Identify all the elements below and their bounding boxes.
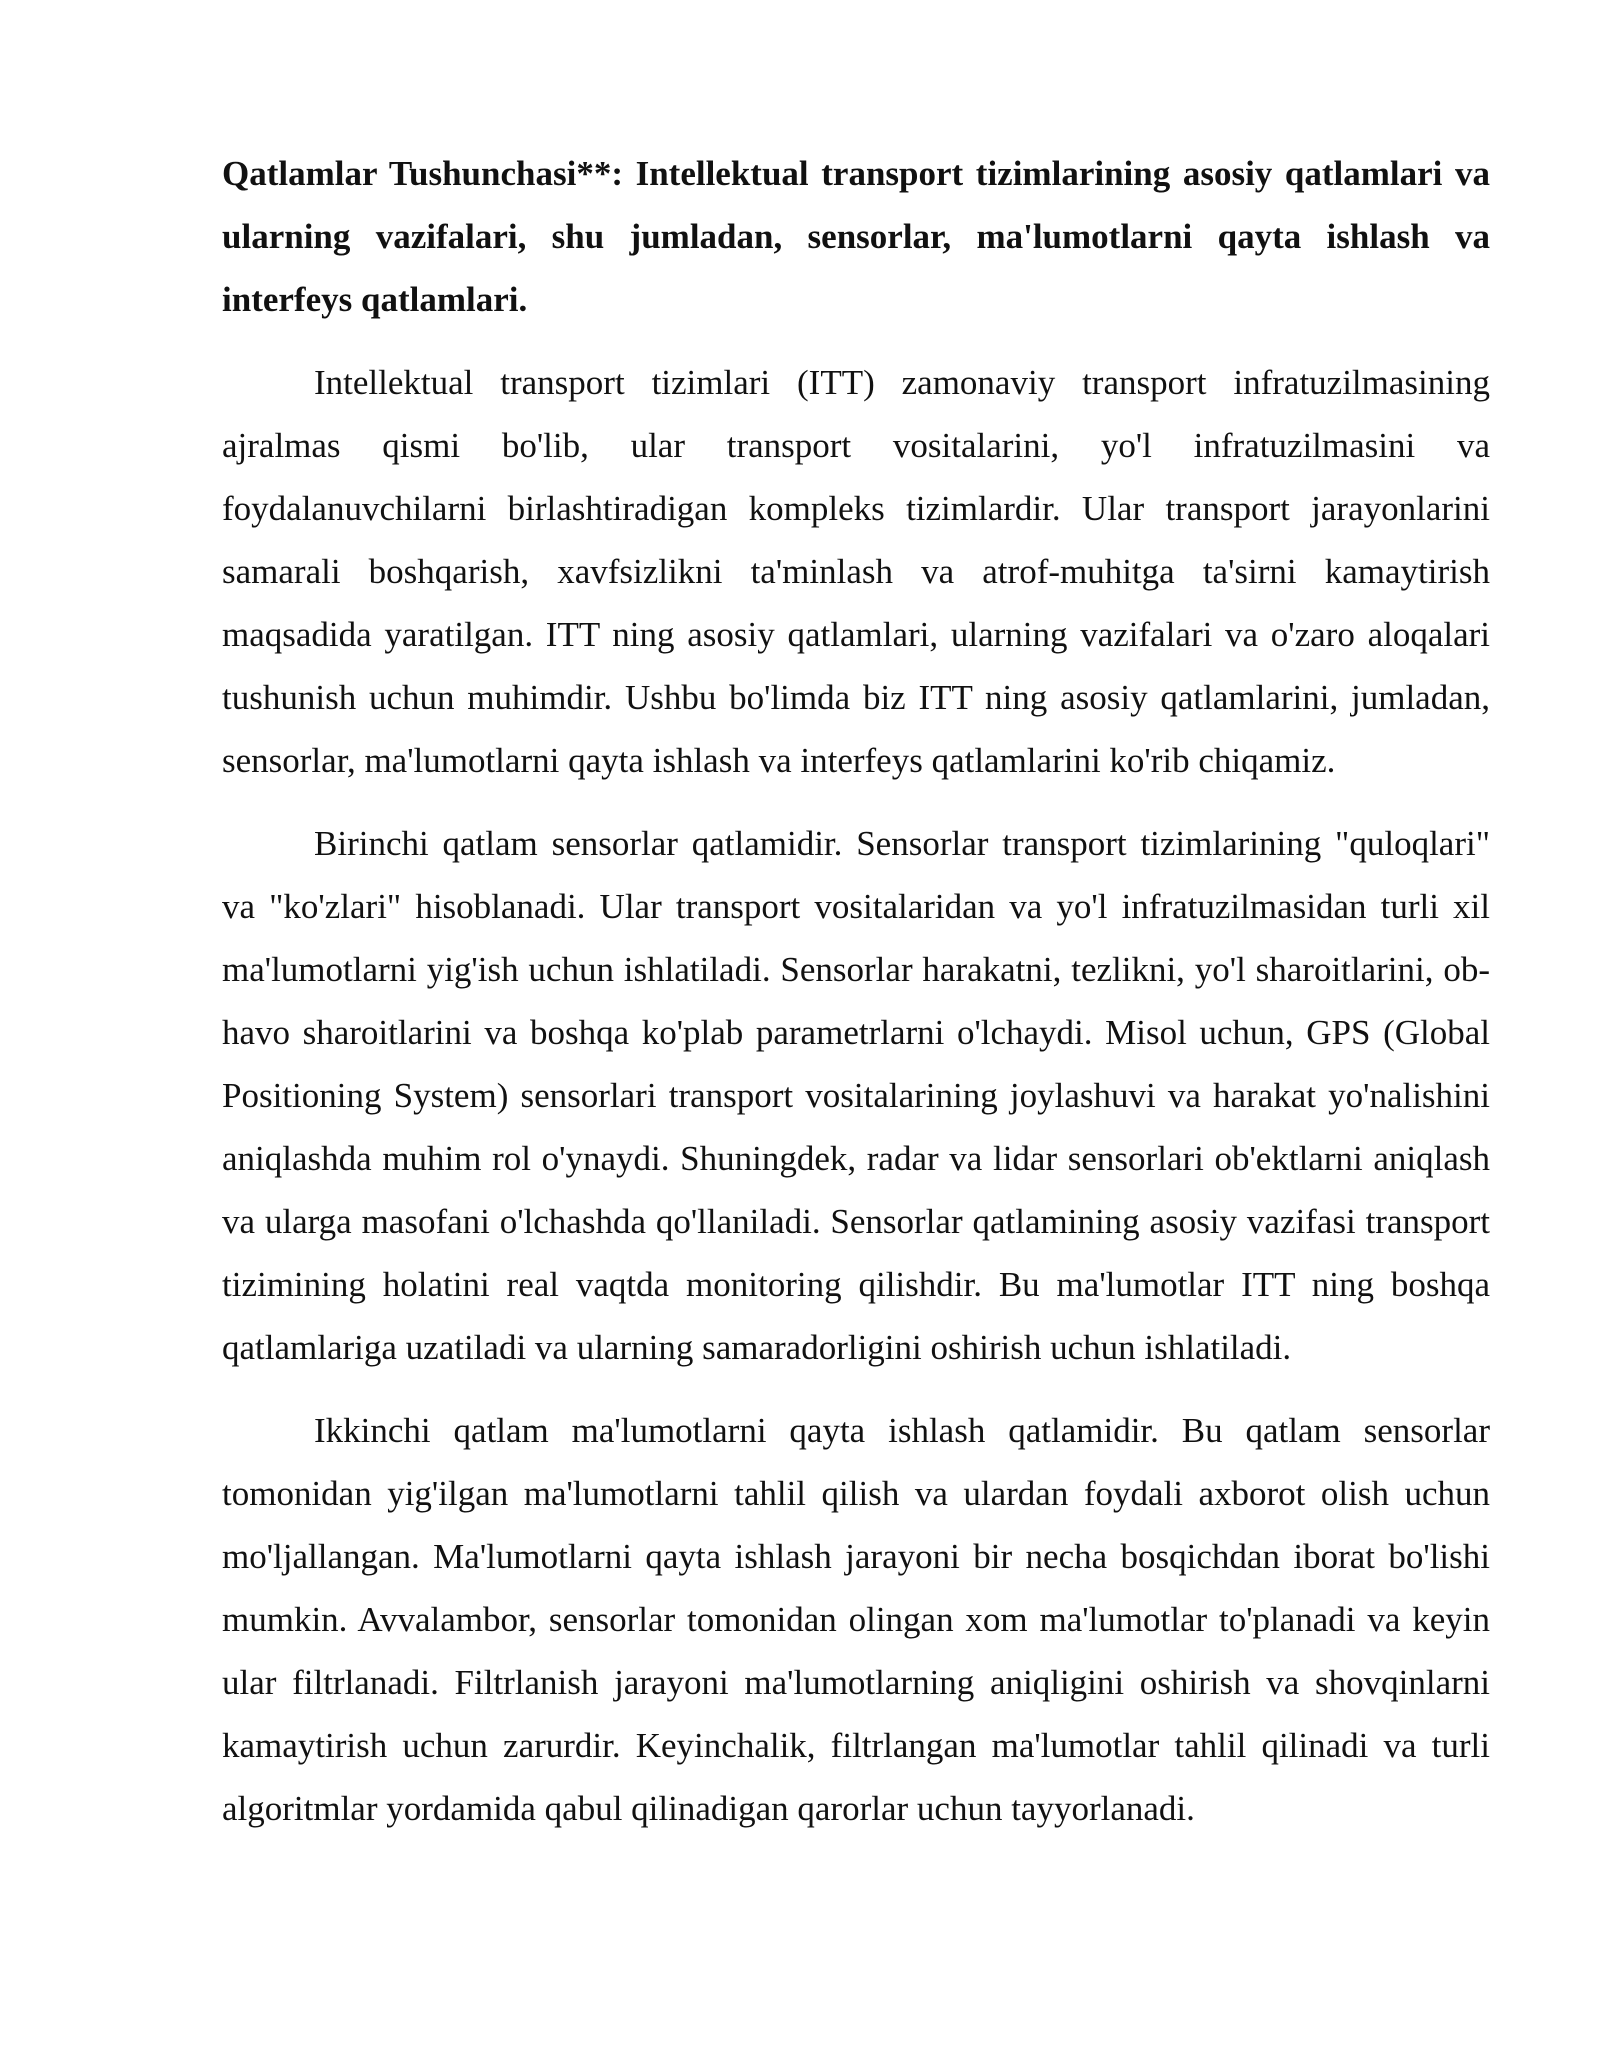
paragraph-processing-layer: Ikkinchi qatlam ma'lumotlarni qayta ishlash qatlamidir. Bu qatlam sensorlar tomonidan yig'ilgan ma'lumotlarni tahlil qilish va ulardan foydali axborot olish uchun mo'ljallangan. Ma'lumotlarni qayta ishlash jarayoni bir necha bosqichdan iborat bo'lishi mumkin. Avvalambor, sensorlar tomonidan olingan xom ma'lumotlar to'planadi va keyin ular filtrlanadi. Filtrlanish jarayoni ma'lumotlarning aniqligini oshirish va shovqinlarni kamaytirish uchun zarurdir. Keyinchalik, filtrlangan ma'lumotlar tahlil qilinadi va turli algoritmlar yordamida qabul qilinadigan qarorlar uchun tayyorlanadi. [222, 1411, 1490, 1828]
paragraph-sensor-layer: Birinchi qatlam sensorlar qatlamidir. Sensorlar transport tizimlarining "quloqlari" va "ko'zlari" hisoblanadi. Ular transport vositalaridan va yo'l infratuzilmasidan turli xil ma'lumotlarni yig'ish uchun ishlatiladi. Sensorlar harakatni, tezlikni, yo'l sharoitlarini, ob-havo sharoitlarini va boshqa ko'plab parametrlarni o'lchaydi. Misol uchun, GPS (Global Positioning System) sensorlari transport vositalarining joylashuvi va harakat yo'nalishini aniqlashda muhim rol o'ynaydi. Shuningdek, radar va lidar sensorlari ob'ektlarni aniqlash va ularga masofani o'lchashda qo'llaniladi. Sensorlar qatlamining asosiy vazifasi transport tizimining holatini real vaqtda monitoring qilishdir. Bu ma'lumotlar ITT ning boshqa qatlamlariga uzatiladi va ularning samaradorligini oshirish uchun ishlatiladi. [222, 824, 1490, 1367]
section-heading: Qatlamlar Tushunchasi**: Intellektual transport tizimlarining asosiy qatlamlari va ularning vazifalari, shu jumladan, sensorlar, ma'lumotlarni qayta ishlash va interfeys qatlamlari. [222, 154, 1490, 319]
paragraph-intro: Intellektual transport tizimlari (ITT) zamonaviy transport infratuzilmasining ajralmas qismi bo'lib, ular transport vositalarini, yo'l infratuzilmasini va foydalanuvchilarni birlashtiradigan kompleks tizimlardir. Ular transport jarayonlarini samarali boshqarish, xavfsizlikni ta'minlash va atrof-muhitga ta'sirni kamaytirish maqsadida yaratilgan. ITT ning asosiy qatlamlari, ularning vazifalari va o'zaro aloqalari tushunish uchun muhimdir. Ushbu bo'limda biz ITT ning asosiy qatlamlarini, jumladan, sensorlar, ma'lumotlarni qayta ishlash va interfeys qatlamlarini ko'rib chiqamiz. [222, 363, 1490, 780]
document-body [222, 142, 1490, 1860]
